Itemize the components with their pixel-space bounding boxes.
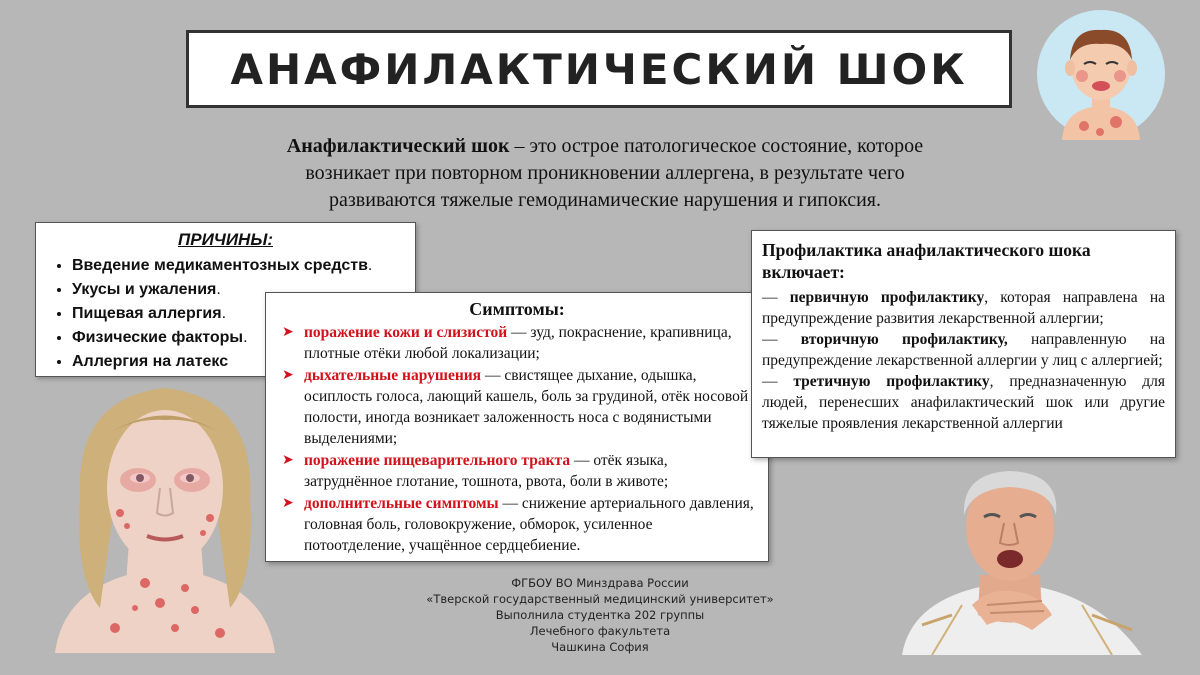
cause-item-dot: .	[216, 281, 221, 298]
symptoms-heading: Симптомы:	[469, 299, 565, 319]
cause-item-label: Введение медикаментозных средств	[72, 257, 368, 274]
definition-body: – это острое патологическое состояние, которое возникает при повторном проникновении аллергена, в результате чего развиваются тяжелые гемодинамические нарушения и гипоксия.	[305, 135, 924, 211]
cause-item-label: Укусы и ужаления	[72, 281, 217, 298]
cause-item-dot: .	[243, 329, 248, 346]
prevention-item	[762, 329, 1165, 371]
title-box	[186, 30, 1012, 108]
symptom-text: — зуд, покраснение, крапивница, плотные отёки любой локализации;	[304, 324, 732, 362]
cause-item-label: Физические факторы	[72, 329, 244, 346]
woman-illustration	[35, 378, 295, 653]
prevention-dash: —	[762, 289, 790, 306]
child-illustration	[1032, 8, 1170, 140]
symptom-term: дополнительные симптомы	[304, 495, 499, 512]
symptom-item	[278, 322, 756, 364]
credits-line: ФГБОУ ВО Минздрава России	[511, 576, 689, 590]
symptom-text: — снижение артериального давления, головная боль, головокружение, обморок, усиленное потоотделение, учащённое сердцебиение.	[304, 495, 754, 554]
prevention-heading: Профилактика анафилактического шока включает:	[762, 240, 1091, 282]
credits-line: «Тверской государственный медицинский университет»	[426, 592, 774, 606]
cause-item-label: Аллергия на латекс	[72, 353, 229, 370]
definition-term: Анафилактический шок	[286, 135, 510, 157]
prevention-term: вторичную профилактику,	[800, 331, 1008, 348]
credits-line: Лечебного факультета	[529, 624, 671, 638]
prevention-text: направленную на предупреждение лекарственной аллергии у лиц с аллергией;	[762, 331, 1166, 369]
prevention-text: , предназначенную для людей, перенесших анафилактический шок или другие тяжелые проявления лекарственной аллергии	[762, 373, 1165, 432]
symptoms-box	[265, 292, 769, 562]
definition-text	[270, 133, 940, 214]
cause-item-dot: .	[367, 257, 373, 274]
prevention-item	[762, 371, 1165, 434]
man-illustration	[892, 465, 1160, 655]
credits-line: Выполнила студентка 202 группы	[495, 608, 705, 622]
prevention-dash: —	[762, 331, 801, 348]
causes-heading: ПРИЧИНЫ:	[178, 230, 273, 249]
symptom-text: — отёк языка, затруднённое глотание, тошнота, рвота, боли в животе;	[304, 452, 669, 490]
cause-item	[72, 254, 415, 278]
prevention-text: , которая направлена на предупреждение развития лекарственной аллергии;	[762, 289, 1165, 327]
arrow-bullet-icon: ➤	[282, 453, 294, 468]
symptom-term: поражение кожи и слизистой	[304, 324, 508, 341]
page-title: АНАФИЛАКТИЧЕСКИЙ ШОК	[230, 44, 968, 94]
symptom-item	[278, 365, 756, 449]
prevention-term: первичную профилактику	[789, 289, 985, 306]
arrow-bullet-icon: ➤	[282, 368, 294, 383]
prevention-box	[751, 230, 1176, 458]
symptom-item	[278, 493, 756, 556]
symptom-text: — свистящее дыхание, одышка, осиплость голоса, лающий кашель, боль за грудиной, отёк носовой полости, иногда возникает заложенность носа с водянистыми выделениями;	[304, 367, 749, 447]
prevention-item	[762, 287, 1165, 329]
symptom-term: поражение пищеварительного тракта	[304, 452, 571, 469]
prevention-dash: —	[762, 373, 794, 390]
arrow-bullet-icon: ➤	[282, 496, 294, 511]
arrow-bullet-icon: ➤	[282, 325, 294, 340]
prevention-term: третичную профилактику	[793, 373, 990, 390]
cause-item-dot: .	[221, 305, 227, 322]
credits-line: Чашкина София	[551, 640, 649, 654]
symptom-term: дыхательные нарушения	[304, 367, 482, 384]
symptom-item	[278, 450, 756, 492]
cause-item-label: Пищевая аллергия	[72, 305, 222, 322]
credits	[395, 575, 805, 655]
